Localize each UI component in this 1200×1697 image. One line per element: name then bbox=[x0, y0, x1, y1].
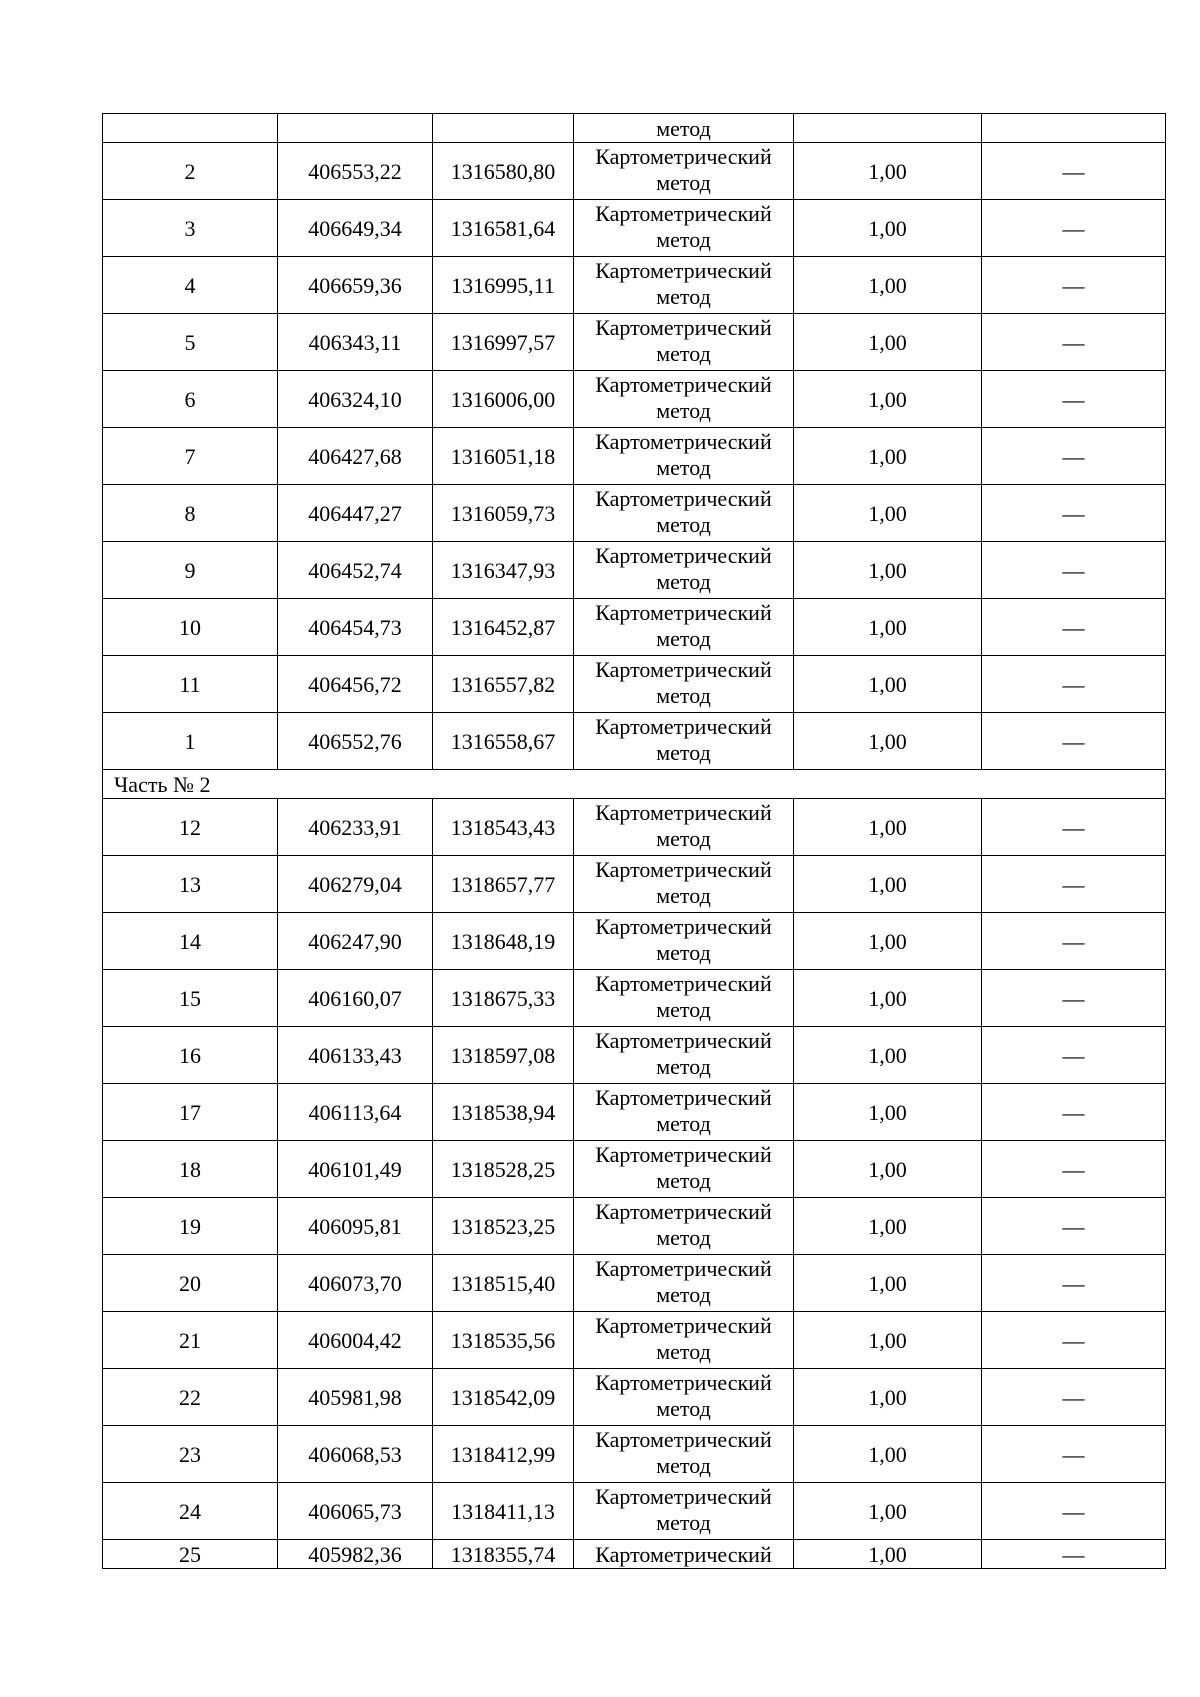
cell-point-number: 13 bbox=[103, 856, 278, 913]
cell-note: — bbox=[982, 200, 1166, 257]
cell-method bbox=[574, 143, 794, 200]
cell-method bbox=[574, 200, 794, 257]
cell-x: 406456,72 bbox=[278, 656, 433, 713]
table-row bbox=[103, 1027, 1166, 1084]
cell-point-number: 15 bbox=[103, 970, 278, 1027]
cell-x: 406279,04 bbox=[278, 856, 433, 913]
cell-method bbox=[574, 1312, 794, 1369]
cell-note: — bbox=[982, 913, 1166, 970]
cell-y: 1318648,19 bbox=[433, 913, 574, 970]
cell-y: 1318515,40 bbox=[433, 1255, 574, 1312]
cell-x: 406101,49 bbox=[278, 1141, 433, 1198]
cell-point-number: 20 bbox=[103, 1255, 278, 1312]
cell-y: 1318355,74 bbox=[433, 1540, 574, 1569]
method-text: Картометрический метод bbox=[595, 857, 772, 908]
cell-x: 406659,36 bbox=[278, 257, 433, 314]
method-text: Картометрический метод bbox=[595, 1142, 772, 1193]
cell-method bbox=[574, 1027, 794, 1084]
cell-x: 406427,68 bbox=[278, 428, 433, 485]
cell-point-number: 19 bbox=[103, 1198, 278, 1255]
cell-note: — bbox=[982, 257, 1166, 314]
table-row bbox=[103, 485, 1166, 542]
table-row bbox=[103, 799, 1166, 856]
cell-point-number: 7 bbox=[103, 428, 278, 485]
cell-y: 1316059,73 bbox=[433, 485, 574, 542]
cell-method bbox=[574, 970, 794, 1027]
table-row bbox=[103, 856, 1166, 913]
table-row bbox=[103, 1198, 1166, 1255]
cell-x: 406324,10 bbox=[278, 371, 433, 428]
table-row bbox=[103, 913, 1166, 970]
cell-point-number: 17 bbox=[103, 1084, 278, 1141]
cell-point-number: 10 bbox=[103, 599, 278, 656]
method-text: Картометрический метод bbox=[595, 429, 772, 480]
method-text: Картометрический метод bbox=[595, 201, 772, 252]
cell-precision: 1,00 bbox=[794, 1141, 982, 1198]
cell-method bbox=[574, 1369, 794, 1426]
cell-y: 1316558,67 bbox=[433, 713, 574, 770]
cell-y: 1316006,00 bbox=[433, 371, 574, 428]
table-row bbox=[103, 1540, 1166, 1569]
cell-precision: 1,00 bbox=[794, 799, 982, 856]
cell-point-number: 18 bbox=[103, 1141, 278, 1198]
cell-note: — bbox=[982, 799, 1166, 856]
cell-precision: 1,00 bbox=[794, 485, 982, 542]
cell-precision: 1,00 bbox=[794, 1426, 982, 1483]
method-text: Картометрический метод bbox=[595, 800, 772, 851]
cell-point-number: 5 bbox=[103, 314, 278, 371]
cell-x: 406343,11 bbox=[278, 314, 433, 371]
cell-precision: 1,00 bbox=[794, 1369, 982, 1426]
table-row bbox=[103, 713, 1166, 770]
cell-y: 1316997,57 bbox=[433, 314, 574, 371]
cell-precision: 1,00 bbox=[794, 913, 982, 970]
cell-point-number bbox=[103, 114, 278, 143]
method-text: Картометрический метод bbox=[595, 657, 772, 708]
cell-y: 1318542,09 bbox=[433, 1369, 574, 1426]
cell-x: 406454,73 bbox=[278, 599, 433, 656]
method-text: Картометрический метод bbox=[595, 1085, 772, 1136]
cell-x: 406552,76 bbox=[278, 713, 433, 770]
cell-y: 1318411,13 bbox=[433, 1483, 574, 1540]
cell-note: — bbox=[982, 599, 1166, 656]
cell-point-number: 1 bbox=[103, 713, 278, 770]
cell-precision: 1,00 bbox=[794, 257, 982, 314]
method-text: Картометрический метод bbox=[595, 971, 772, 1022]
table-row bbox=[103, 656, 1166, 713]
method-text: Картометрический метод bbox=[595, 144, 772, 195]
method-text: Картометрический метод bbox=[595, 914, 772, 965]
cell-method bbox=[574, 1255, 794, 1312]
cell-x: 405982,36 bbox=[278, 1540, 433, 1569]
table-row bbox=[103, 1255, 1166, 1312]
cell-point-number: 3 bbox=[103, 200, 278, 257]
table-row bbox=[103, 428, 1166, 485]
cell-note: — bbox=[982, 428, 1166, 485]
cell-x: 406133,43 bbox=[278, 1027, 433, 1084]
cell-x: 406233,91 bbox=[278, 799, 433, 856]
method-text: Картометрический метод bbox=[595, 1028, 772, 1079]
cell-note: — bbox=[982, 143, 1166, 200]
cell-method bbox=[574, 1141, 794, 1198]
cell-method bbox=[574, 428, 794, 485]
cell-precision: 1,00 bbox=[794, 713, 982, 770]
cell-y: 1316051,18 bbox=[433, 428, 574, 485]
cell-note: — bbox=[982, 1540, 1166, 1569]
cell-precision: 1,00 bbox=[794, 542, 982, 599]
method-text: Картометрический метод bbox=[595, 714, 772, 765]
cell-y: 1316580,80 bbox=[433, 143, 574, 200]
cell-note: — bbox=[982, 1312, 1166, 1369]
cell-x: 406095,81 bbox=[278, 1198, 433, 1255]
cell-x: 406073,70 bbox=[278, 1255, 433, 1312]
cell-method bbox=[574, 656, 794, 713]
cell-precision: 1,00 bbox=[794, 656, 982, 713]
cell-note: — bbox=[982, 1426, 1166, 1483]
cell-y: 1316347,93 bbox=[433, 542, 574, 599]
table-row bbox=[103, 1312, 1166, 1369]
method-text: Картометрический метод bbox=[595, 258, 772, 309]
cell-precision: 1,00 bbox=[794, 1312, 982, 1369]
table-row bbox=[103, 143, 1166, 200]
cell-x: 406447,27 bbox=[278, 485, 433, 542]
table-row bbox=[103, 314, 1166, 371]
cell-precision: 1,00 bbox=[794, 314, 982, 371]
method-text: Картометрический метод bbox=[595, 543, 772, 594]
cell-point-number: 8 bbox=[103, 485, 278, 542]
cell-precision: 1,00 bbox=[794, 1084, 982, 1141]
part-label: Часть № 2 bbox=[103, 770, 1166, 799]
cell-point-number: 12 bbox=[103, 799, 278, 856]
cell-x: 406113,64 bbox=[278, 1084, 433, 1141]
cell-note: — bbox=[982, 656, 1166, 713]
table-row bbox=[103, 1369, 1166, 1426]
cell-point-number: 9 bbox=[103, 542, 278, 599]
cell-method: метод bbox=[574, 114, 794, 143]
cell-method bbox=[574, 485, 794, 542]
cell-y: 1318675,33 bbox=[433, 970, 574, 1027]
cell-note: — bbox=[982, 1369, 1166, 1426]
cell-note: — bbox=[982, 1198, 1166, 1255]
cell-precision bbox=[794, 114, 982, 143]
cell-y: 1318597,08 bbox=[433, 1027, 574, 1084]
cell-method bbox=[574, 371, 794, 428]
cell-note: — bbox=[982, 713, 1166, 770]
method-text: Картометрический метод bbox=[595, 1256, 772, 1307]
cell-x: 406649,34 bbox=[278, 200, 433, 257]
cell-note: — bbox=[982, 856, 1166, 913]
cell-x bbox=[278, 114, 433, 143]
cell-y: 1318528,25 bbox=[433, 1141, 574, 1198]
cell-x: 406452,74 bbox=[278, 542, 433, 599]
cell-y: 1318535,56 bbox=[433, 1312, 574, 1369]
cell-note: — bbox=[982, 371, 1166, 428]
cell-precision: 1,00 bbox=[794, 200, 982, 257]
cell-method bbox=[574, 314, 794, 371]
cell-point-number: 22 bbox=[103, 1369, 278, 1426]
cell-precision: 1,00 bbox=[794, 428, 982, 485]
cell-precision: 1,00 bbox=[794, 1540, 982, 1569]
cell-x: 406065,73 bbox=[278, 1483, 433, 1540]
cell-method bbox=[574, 599, 794, 656]
cell-y: 1318523,25 bbox=[433, 1198, 574, 1255]
cell-precision: 1,00 bbox=[794, 970, 982, 1027]
cell-precision: 1,00 bbox=[794, 599, 982, 656]
coordinates-table bbox=[102, 113, 1166, 1569]
cell-x: 406553,22 bbox=[278, 143, 433, 200]
cell-note: — bbox=[982, 1084, 1166, 1141]
cell-y: 1318543,43 bbox=[433, 799, 574, 856]
method-text: Картометрический метод bbox=[595, 600, 772, 651]
cell-point-number: 24 bbox=[103, 1483, 278, 1540]
table-row bbox=[103, 542, 1166, 599]
cell-x: 406004,42 bbox=[278, 1312, 433, 1369]
cell-point-number: 14 bbox=[103, 913, 278, 970]
cell-x: 405981,98 bbox=[278, 1369, 433, 1426]
cell-point-number: 21 bbox=[103, 1312, 278, 1369]
coordinates-table-body bbox=[103, 114, 1166, 1569]
cell-y: 1318412,99 bbox=[433, 1426, 574, 1483]
cell-method bbox=[574, 799, 794, 856]
cell-note: — bbox=[982, 542, 1166, 599]
table-row bbox=[103, 1141, 1166, 1198]
method-text: Картометрический метод bbox=[595, 1370, 772, 1421]
cell-method: Картометрический bbox=[574, 1540, 794, 1569]
cell-precision: 1,00 bbox=[794, 1483, 982, 1540]
cell-method bbox=[574, 713, 794, 770]
cell-precision: 1,00 bbox=[794, 1198, 982, 1255]
cell-y: 1318657,77 bbox=[433, 856, 574, 913]
table-row bbox=[103, 257, 1166, 314]
cell-y bbox=[433, 114, 574, 143]
cell-method bbox=[574, 1483, 794, 1540]
method-text: Картометрический метод bbox=[595, 1313, 772, 1364]
cell-x: 406247,90 bbox=[278, 913, 433, 970]
cell-method bbox=[574, 1426, 794, 1483]
cell-method bbox=[574, 856, 794, 913]
cell-note bbox=[982, 114, 1166, 143]
table-row bbox=[103, 970, 1166, 1027]
cell-note: — bbox=[982, 1483, 1166, 1540]
cell-point-number: 16 bbox=[103, 1027, 278, 1084]
cell-note: — bbox=[982, 1255, 1166, 1312]
method-text: Картометрический метод bbox=[595, 315, 772, 366]
part-header-row bbox=[103, 770, 1166, 799]
cell-method bbox=[574, 257, 794, 314]
cell-point-number: 4 bbox=[103, 257, 278, 314]
cell-y: 1316995,11 bbox=[433, 257, 574, 314]
cell-method bbox=[574, 913, 794, 970]
cell-precision: 1,00 bbox=[794, 371, 982, 428]
cell-note: — bbox=[982, 1027, 1166, 1084]
cell-note: — bbox=[982, 970, 1166, 1027]
cell-point-number: 6 bbox=[103, 371, 278, 428]
cell-point-number: 23 bbox=[103, 1426, 278, 1483]
method-text: Картометрический метод bbox=[595, 486, 772, 537]
method-text: Картометрический метод bbox=[595, 372, 772, 423]
cell-y: 1316452,87 bbox=[433, 599, 574, 656]
method-text: Картометрический метод bbox=[595, 1199, 772, 1250]
cell-method bbox=[574, 542, 794, 599]
cell-precision: 1,00 bbox=[794, 856, 982, 913]
cell-point-number: 11 bbox=[103, 656, 278, 713]
cell-note: — bbox=[982, 314, 1166, 371]
cell-x: 406160,07 bbox=[278, 970, 433, 1027]
cell-precision: 1,00 bbox=[794, 143, 982, 200]
cell-note: — bbox=[982, 485, 1166, 542]
cell-y: 1316581,64 bbox=[433, 200, 574, 257]
table-row bbox=[103, 1426, 1166, 1483]
table-row bbox=[103, 1483, 1166, 1540]
cell-y: 1316557,82 bbox=[433, 656, 574, 713]
cell-point-number: 25 bbox=[103, 1540, 278, 1569]
cell-point-number: 2 bbox=[103, 143, 278, 200]
cell-note: — bbox=[982, 1141, 1166, 1198]
table-row bbox=[103, 599, 1166, 656]
cell-x: 406068,53 bbox=[278, 1426, 433, 1483]
table-row bbox=[103, 371, 1166, 428]
cell-method bbox=[574, 1198, 794, 1255]
table-row bbox=[103, 1084, 1166, 1141]
method-text: Картометрический метод bbox=[595, 1427, 772, 1478]
cell-method bbox=[574, 1084, 794, 1141]
cell-y: 1318538,94 bbox=[433, 1084, 574, 1141]
table-row bbox=[103, 200, 1166, 257]
cell-precision: 1,00 bbox=[794, 1027, 982, 1084]
continuation-row bbox=[103, 114, 1166, 143]
method-text: Картометрический метод bbox=[595, 1484, 772, 1535]
cell-precision: 1,00 bbox=[794, 1255, 982, 1312]
